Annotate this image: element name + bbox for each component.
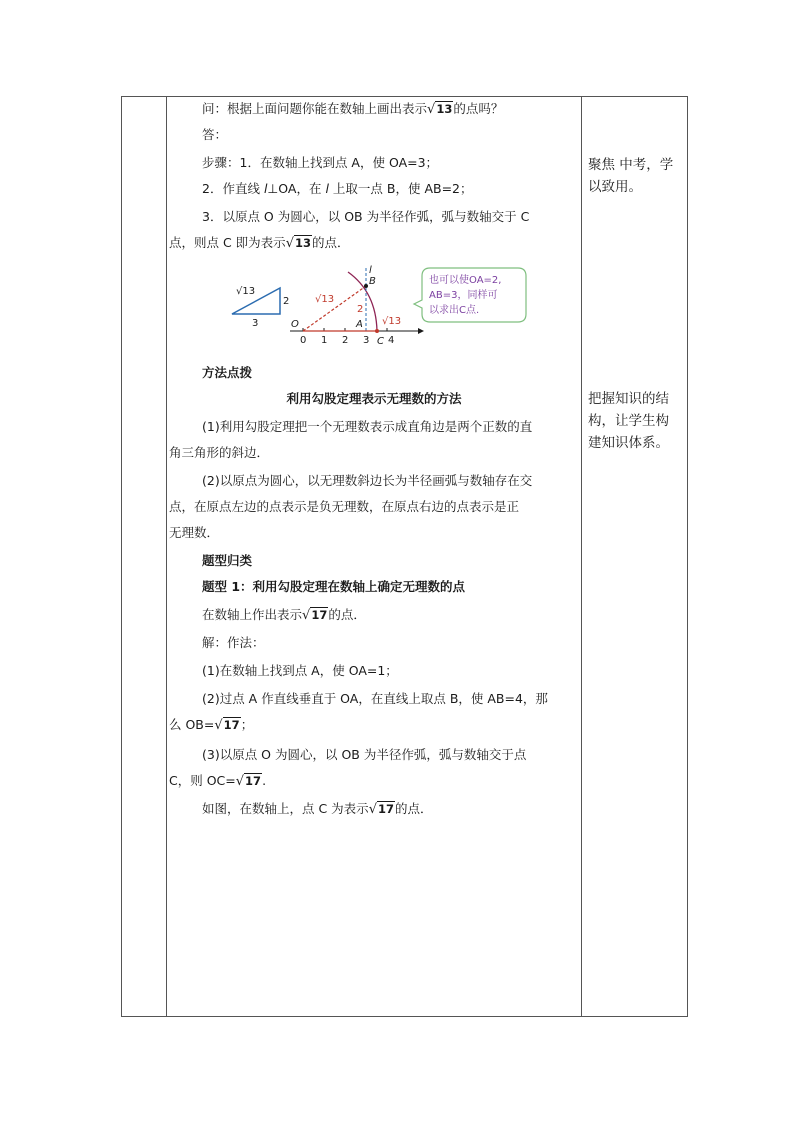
line-l-2: l: [325, 181, 329, 196]
step-3a: 3．以原点 O 为圆心，以 OB 为半径作弧，弧与数轴交于 C: [202, 209, 530, 224]
conclusion-pre: 如图，在数轴上，点 C 为表示: [202, 801, 369, 816]
example-question-post: 的点．: [328, 607, 366, 622]
types-heading: 题型归类: [202, 553, 253, 568]
side-note-2-line-3: 建知识体系。: [588, 435, 669, 451]
question-suffix: 的点吗？: [453, 101, 504, 116]
solution-step-3b-post: .: [262, 773, 267, 788]
step-3b-post: 的点．: [312, 235, 350, 250]
step-2-mid: ⊥OA，在: [267, 181, 326, 196]
solution-label: 解：作法：: [202, 635, 265, 650]
step-1: 步骤：1．在数轴上找到点 A，使 OA=3；: [202, 155, 439, 170]
sqrt-13: √13: [427, 102, 453, 117]
label-b: B: [369, 276, 376, 287]
main-content: [167, 96, 581, 1017]
triangle-leg-vertical-label: 2: [283, 296, 290, 307]
number-line-figure: [222, 264, 562, 354]
radicand: 17: [223, 718, 240, 732]
step-2: [202, 176, 473, 202]
step-3b-pre: 点，则点 C 即为表示: [169, 235, 286, 250]
example-question: [202, 602, 366, 629]
callout-line-3: 以求出C点.: [429, 305, 480, 316]
method-2c: 无理数．: [169, 525, 220, 540]
question-text: 问：根据上面问题你能在数轴上画出表示: [202, 101, 428, 116]
axis-arrow: [418, 328, 424, 334]
method-1a: (1)利用勾股定理把一个无理数表示成直角边是两个正数的直: [202, 419, 533, 434]
label-ab-2: 2: [357, 304, 364, 315]
radicand: 17: [245, 774, 262, 788]
step-2-post: 上取一点 B，使 AB=2；: [328, 181, 473, 196]
solution-step-2b: [169, 712, 253, 739]
column-divider-2: [581, 97, 582, 1016]
side-note-2-line-1: 把握知识的结: [588, 391, 669, 407]
tick-label-0: 0: [300, 335, 307, 346]
solution-step-3a: (3)以原点 O 为圆心，以 OB 为半径作弧，弧与数轴交于点: [202, 747, 527, 762]
solution-step-2b-post: ；: [240, 717, 254, 732]
side-note-1-line-1: 聚焦 中考，学: [588, 157, 674, 173]
label-ob-sqrt13: √13: [315, 294, 335, 305]
side-note-2-line-2: 构，让学生构: [588, 413, 669, 429]
tick-label-4: 4: [388, 335, 395, 346]
sqrt-17: √17: [368, 802, 394, 817]
sqrt-13: √13: [285, 236, 311, 251]
method-1b: 角三角形的斜边．: [169, 445, 270, 460]
sqrt-17: √17: [302, 608, 328, 623]
point-b: [364, 284, 368, 288]
label-a: A: [356, 319, 363, 330]
tick-label-2: 2: [342, 335, 349, 346]
sqrt-17: √17: [214, 718, 240, 733]
triangle-leg-horizontal-label: 3: [252, 318, 259, 329]
callout: [414, 268, 526, 322]
conclusion-post: 的点．: [395, 801, 433, 816]
side-note-2: [588, 388, 684, 454]
line-l: l: [263, 181, 268, 196]
solution-step-1: (1)在数轴上找到点 A，使 OA=1；: [202, 663, 398, 678]
method-2a: (2)以原点为圆心，以无理数斜边长为半径画弧与数轴存在交: [202, 473, 533, 488]
step-2-pre: 2．作直线: [202, 181, 264, 196]
tick-label-3: 3: [363, 335, 370, 346]
radicand: 13: [436, 102, 453, 116]
label-oc-sqrt13: √13: [382, 316, 402, 327]
callout-line-2: AB=3，同样可: [429, 290, 498, 301]
method-title: 利用勾股定理表示无理数的方法: [286, 391, 462, 406]
example-question-pre: 在数轴上作出表示: [202, 607, 303, 622]
method-heading: 方法点拨: [202, 365, 253, 380]
right-triangle: [232, 286, 289, 329]
callout-line-1: 也可以使OA=2,: [429, 275, 502, 286]
radicand: 17: [377, 802, 394, 816]
label-o: O: [291, 319, 299, 330]
side-note-1: [588, 154, 684, 198]
method-2b: 点，在原点左边的点表示是负无理数，在原点右边的点表示是正: [169, 499, 520, 514]
solution-step-2b-pre: 么 OB=: [169, 717, 215, 732]
type-1-title: 题型 1：利用勾股定理在数轴上确定无理数的点: [202, 579, 466, 594]
answer-label: 答：: [202, 127, 228, 142]
question-line: [202, 96, 503, 123]
radicand: 17: [311, 608, 328, 622]
solution-step-2a: (2)过点 A 作直线垂直于 OA，在直线上取点 B，使 AB=4，那: [202, 691, 548, 706]
radicand: 13: [294, 236, 311, 250]
label-c: C: [377, 336, 384, 347]
step-3b: [169, 230, 350, 257]
solution-step-3b: [169, 768, 266, 795]
side-note-1-line-2: 以致用。: [588, 179, 642, 195]
conclusion: [202, 796, 433, 823]
triangle-hyp-label: √13: [236, 286, 256, 297]
tick-label-1: 1: [321, 335, 328, 346]
point-c: [375, 329, 379, 333]
sqrt-17: √17: [235, 774, 262, 789]
solution-step-3b-pre: C，则 OC=: [169, 773, 236, 788]
label-l: l: [369, 265, 372, 276]
